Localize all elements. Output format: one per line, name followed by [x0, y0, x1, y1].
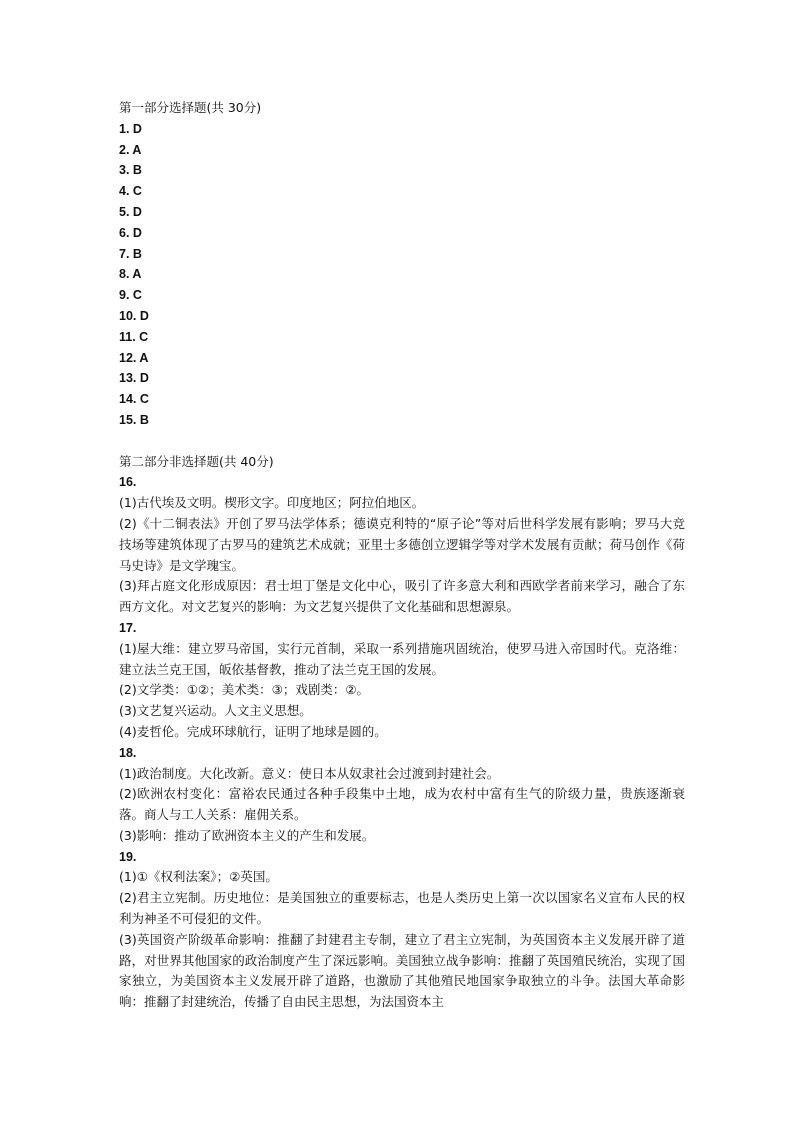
- answer-8: 8. A: [119, 267, 142, 282]
- part2-title: 第二部分非选择题(共 40分): [119, 453, 274, 469]
- answer-1: 1. D: [119, 121, 142, 136]
- q18-answer-1: (1)政治制度。大化改新。意义：使日本从奴隶社会过渡到封建社会。: [119, 765, 500, 781]
- q19-answer-1: (1)①《权利法案》；②英国。: [119, 869, 278, 885]
- answer-12: 12. A: [119, 350, 149, 365]
- q17-answer-3: (3)文艺复兴运动。人文主义思想。: [119, 703, 312, 719]
- q18-answer-3: (3)影响：推动了欧洲资本主义的产生和发展。: [119, 827, 375, 843]
- answer-11: 11. C: [119, 329, 149, 344]
- part1-title: 第一部分选择题(共 30分): [119, 100, 262, 115]
- q19-answer-3: (3)英国资产阶级革命影响：推翻了封建君主专制，建立了君主立宪制，为英国资本主义发展开辟了道路，对世界其他国家的政治制度产生了深远影响。美国独立战争影响：推翻了英国殖民统治，实现了国家独立，为美国资本主义发展开辟了道路，也激励了其他殖民地国家争取独立的斗争。法国大革命影响：推翻了封建统治，传播了自由民主思想，为法国资本主: [119, 931, 685, 1010]
- q19-answer-2: (2)君主立宪制。历史地位：是美国独立的重要标志，也是人类历史上第一次以国家名义宣布人民的权利为神圣不可侵犯的文件。: [119, 890, 685, 927]
- answer-3: 3. B: [119, 163, 142, 178]
- question-19-number: 19.: [119, 849, 137, 864]
- q17-answer-2: (2)文学类：①②；美术类：③；戏剧类：②。: [119, 682, 370, 698]
- answer-5: 5. D: [119, 204, 142, 219]
- q16-answer-1: (1)古代埃及文明。楔形文字。印度地区；阿拉伯地区。: [119, 495, 425, 511]
- q16-answer-2: (2)《十二铜表法》开创了罗马法学体系；德谟克利特的“原子论”等对后世科学发展有影响；罗马大竞技场等建筑体现了古罗马的建筑艺术成就；亚里士多德创立逻辑学等对学术发展有贡献；荷马创作《荷马史诗》是文学瑰宝。: [119, 515, 685, 573]
- q17-answer-1: (1)屋大维：建立罗马帝国，实行元首制，采取一系列措施巩固统治，使罗马进入帝国时代。克洛维：建立法兰克王国，皈依基督教，推动了法兰克王国的发展。: [119, 640, 685, 677]
- question-16-number: 16.: [119, 475, 137, 490]
- answer-6: 6. D: [119, 225, 142, 240]
- answer-14: 14. C: [119, 392, 149, 407]
- answer-9: 9. C: [119, 288, 142, 303]
- q16-answer-3: (3)拜占庭文化形成原因：君士坦丁堡是文化中心，吸引了许多意大利和西欧学者前来学习，融合了东西方文化。对文艺复兴的影响：为文艺复兴提供了文化基础和思想源泉。: [119, 578, 685, 615]
- answer-4: 4. C: [119, 184, 142, 199]
- section-spacer: [119, 431, 685, 452]
- answer-13: 13. D: [119, 371, 149, 386]
- question-17-number: 17.: [119, 620, 137, 635]
- q17-answer-4: (4)麦哲伦。完成环球航行，证明了地球是圆的。: [119, 723, 387, 739]
- answer-10: 10. D: [119, 308, 149, 323]
- answer-key-page: [119, 98, 685, 1013]
- answer-2: 2. A: [119, 142, 142, 157]
- q18-answer-2: (2)欧洲农村变化：富裕农民通过各种手段集中土地，成为农村中富有生气的阶级力量，贵族逐渐衰落。商人与工人关系：雇佣关系。: [119, 786, 685, 823]
- answer-15: 15. B: [119, 412, 149, 427]
- question-18-number: 18.: [119, 745, 137, 760]
- answer-7: 7. B: [119, 246, 142, 261]
